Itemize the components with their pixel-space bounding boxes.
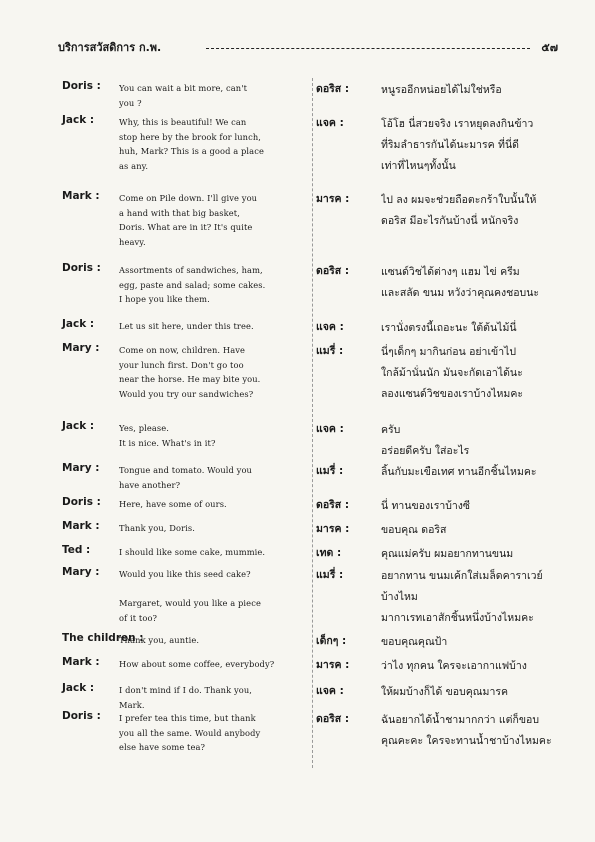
speaker-name-th: มารค : [316,523,350,535]
speaker-name-en: Mark : [62,656,100,668]
english-text [119,683,309,712]
english-text [119,521,309,536]
english-line: have another? [119,479,181,490]
english-line: Would you like this seed cake? [119,569,251,579]
english-line: It is nice. What's in it? [119,437,216,448]
english-line: you ? [119,97,142,108]
header-dashed-rule [206,48,530,49]
english-line: heavy. [119,236,146,247]
speaker-name-th: ดอริส : [316,713,350,725]
thai-text [381,682,571,703]
english-line: huh, Mark? This is a good a place [119,146,264,157]
speaker-name-th: เทด : [316,547,342,559]
page-header [58,38,558,58]
english-line: Thank you, Doris. [119,523,195,533]
thai-line: อร่อยดีครับ ใส่อะไร [381,445,470,457]
english-line: of it too? [119,612,158,623]
thai-line: ฉันอยากได้น้ำชามากกว่า แต่ก็ขอบ [381,714,539,726]
english-text [119,263,309,307]
thai-line: และสลัด ขนม หวังว่าคุณคงชอบนะ [381,287,540,299]
header-title: บริการสวัสดิการ ก.พ. [58,41,162,54]
english-line: I don't mind if I do. Thank you, [119,685,253,695]
english-line: I should like some cake, mummie. [119,547,266,557]
page-number: ๕๗ [541,41,558,54]
speaker-name-en: Jack : [62,114,95,126]
thai-line: มากาเรทเอาสักชิ้นหนึ่งบ้างไหมคะ [381,612,534,624]
english-line: Would you try our sandwiches? [119,388,254,399]
thai-line: ลิ้นกับมะเขือเทศ ทานอีกชิ้นไหมคะ [381,466,537,478]
speaker-name-th: ดอริส : [316,265,350,277]
thai-text [381,710,571,752]
english-line: Tongue and tomato. Would you [119,465,253,475]
english-line: Margaret, would you like a piece [119,598,261,609]
thai-line: บ้างไหม [381,591,418,603]
english-line: egg, paste and salad; some cakes. [119,279,266,290]
english-text [119,319,309,334]
thai-line: นี่ๆเด็กๆ มากินก่อน อย่าเข้าไป [381,346,517,358]
english-line: You can wait a bit more, can't [119,83,248,93]
speaker-name-en: Jack : [62,420,95,432]
thai-line: ไป ลง ผมจะช่วยถือตะกร้าใบนั้นให้ [381,194,537,206]
english-line: else have some tea? [119,742,206,753]
thai-line: ครับ [381,424,401,436]
english-line: I prefer tea this time, but thank [119,713,256,723]
english-line: Assortments of sandwiches, ham, [119,265,263,275]
thai-text [381,520,571,541]
speaker-name-en: Jack : [62,682,95,694]
english-text [119,421,309,450]
english-line: Here, have some of ours. [119,499,227,509]
thai-line: คุณแม่ครับ ผมอยากทานขนม [381,548,514,560]
thai-line: คุณคะคะ ใครจะทานน้ำชาบ้างไหมคะ [381,735,552,747]
speaker-name-th: แมรี่ : [316,345,344,357]
thai-line: ลองแซนด์วิชของเราบ้างไหมคะ [381,388,523,400]
speaker-name-en: Doris : [62,710,101,722]
english-line: Come on now, children. Have [119,345,246,355]
thai-line: อยากทาน ขนมเค้กใส่เมล็ดคาราเวย์ [381,570,543,582]
thai-text [381,190,571,232]
english-text [119,115,309,173]
english-line: Yes, please. [119,423,170,433]
speaker-name-en: Jack : [62,318,95,330]
thai-text [381,656,571,677]
thai-text [381,462,571,483]
speaker-name-th: ดอริส : [316,499,350,511]
speaker-name-en: The children : [62,632,144,644]
english-line: you all the same. Would anybody [119,727,261,738]
thai-line: เรานั่งตรงนี้เถอะนะ ใต้ต้นไม้นี่ [381,322,517,334]
speaker-name-th: แจค : [316,423,344,435]
speaker-name-th: แมรี่ : [316,569,344,581]
english-line: near the horse. He may bite you. [119,374,261,385]
english-line: Thank you, auntie. [119,635,200,645]
speaker-name-en: Mary : [62,342,100,354]
speaker-name-th: เด็กๆ : [316,635,347,647]
speaker-name-en: Mark : [62,190,100,202]
thai-line: หนูรออีกหน่อยได้ไม่ใช่หรือ [381,84,502,96]
column-divider [312,78,313,768]
english-text [119,463,309,492]
english-line: How about some coffee, everybody? [119,659,275,669]
english-text [119,567,309,625]
thai-line: ขอบคุณคุณป้า [381,636,448,648]
speaker-name-th: มารค : [316,659,350,671]
speaker-name-en: Ted : [62,544,91,556]
english-text [119,191,309,249]
thai-line: โอ้โฮ นี่สวยจริง เราหยุดลงกินข้าว [381,118,534,130]
thai-text [381,262,571,304]
english-line: a hand with that big basket, [119,207,240,218]
english-text [119,81,309,110]
speaker-name-en: Doris : [62,496,101,508]
english-line: I hope you like them. [119,294,210,305]
english-line: Let us sit here, under this tree. [119,321,254,331]
speaker-name-en: Mary : [62,462,100,474]
thai-line: แซนด์วิชได้ต่างๆ แฮม ไข่ ครีม [381,266,520,278]
english-line [119,582,309,597]
english-text [119,633,309,648]
speaker-name-th: มารค : [316,193,350,205]
thai-text [381,632,571,653]
speaker-name-th: ดอริส : [316,83,350,95]
speaker-name-en: Doris : [62,262,101,274]
thai-text [381,420,571,462]
english-line: as any. [119,160,149,171]
english-line: Why, this is beautiful! We can [119,117,247,127]
thai-line: ขอบคุณ ดอริส [381,524,447,536]
thai-text [381,80,571,101]
speaker-name-th: แจค : [316,117,344,129]
english-line: Come on Pile down. I'll give you [119,193,258,203]
thai-text [381,342,571,405]
thai-line: เท่าที่ไหนๆทั้งนั้น [381,160,456,172]
english-line: Doris. What are in it? It's quite [119,222,253,233]
english-text [119,343,309,401]
thai-text [381,114,571,177]
thai-line: ว่าไง ทุกคน ใครจะเอากาแฟบ้าง [381,660,527,672]
english-text [119,711,309,755]
speaker-name-en: Doris : [62,80,101,92]
thai-text [381,318,571,339]
thai-text [381,496,571,517]
english-text [119,545,309,560]
thai-line: ใกล้ม้านั่นนัก มันจะกัดเอาได้นะ [381,367,523,379]
thai-line: ให้ผมบ้างก็ได้ ขอบคุณมารค [381,686,508,698]
thai-line: ดอริส มีอะไรกันบ้างนี่ หนักจริง [381,215,519,227]
speaker-name-en: Mary : [62,566,100,578]
english-text [119,497,309,512]
thai-line: นี่ ทานของเราบ้างซี [381,500,471,512]
speaker-name-th: แจค : [316,321,344,333]
thai-line: ที่ริมลำธารกันได้นะมารค ที่นี่ดี [381,139,519,151]
english-line: Mark. [119,699,145,710]
thai-text [381,544,571,565]
english-line: stop here by the brook for lunch, [119,131,262,142]
english-text [119,657,309,672]
english-line: your lunch first. Don't go too [119,359,244,370]
thai-text [381,566,571,629]
speaker-name-en: Mark : [62,520,100,532]
speaker-name-th: แจค : [316,685,344,697]
speaker-name-th: แมรี่ : [316,465,344,477]
